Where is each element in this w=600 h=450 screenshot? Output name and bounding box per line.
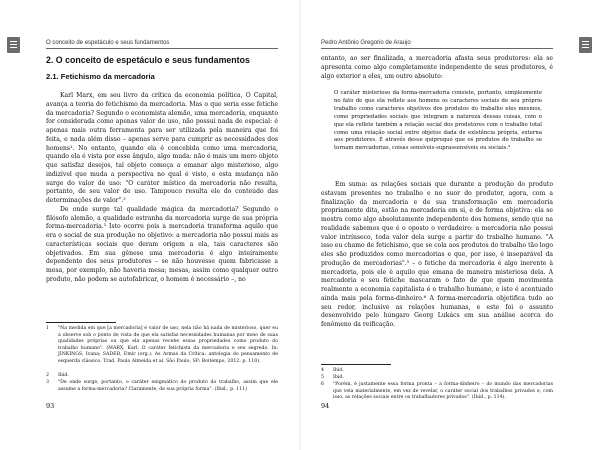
page-thumbnail-icon[interactable]	[579, 37, 592, 53]
paragraph: Karl Marx, em seu livro da crítica da economia política, O Capital, avança a teoria do fetichismo da mercadoria. Mas o que seria esse fetiche da mercadoria? Segundo o economista alemão, uma mercadoria, enquanto for considerada como apenas valor de uso, não possui nada de especial: é apenas mais outra ferramenta para ser utilizada pela maneira que foi feita, e nada além disso – apenas serve para cumprir as necessidades dos homens¹. No entanto, quando ela é concebida como uma mercadoria, quando ela é vista por esse ângulo, algo muda: não é mais um mero objeto que satisfaz desejos, tal objeto começa a emanar algo misterioso, algo indizível que muda a perspectiva no qual é visto, e esta mudança não surge do valor de uso: "O caráter místico da mercadoria não resulta, portanto, de seu valor de uso. Tampouco resulta ele do conteúdo das determinações de valor".²	[46, 92, 278, 204]
footnote-text: Ibid.	[58, 373, 69, 378]
body-text	[321, 55, 553, 81]
page-number: 93	[46, 402, 55, 410]
footnote	[321, 382, 553, 402]
page-thumbnail-icon[interactable]	[7, 37, 20, 53]
footnote	[321, 368, 553, 375]
header-rule	[46, 48, 278, 49]
header-rule	[321, 48, 553, 49]
body-text	[321, 181, 553, 330]
footnote-rule	[46, 322, 116, 323]
block-quote	[334, 90, 542, 153]
footnote-number: 3	[46, 380, 49, 385]
footnote-number: 2	[46, 373, 49, 378]
footnote-number: 4	[321, 368, 324, 373]
block-quote-text: O caráter misterioso da forma-mercadoria consiste, portanto, simplesmente no fato de que ela reflete aos homens os caracteres sociais de seu próprio trabalho como caracteres objetivos dos produtos do trabalho eles mesmos, como propriedades sociais que integram a natureza dessas coisas, com o que ela reflete também a relação social dos produtores com o trabalho total como uma relação social entre objetos dada de existência própria, externa aos produtores. É através desse quiproquó que os produtos do trabalho se tornam mercadorias, coisas sensíveis-suprassensíveis ou sociais.⁴	[334, 90, 542, 152]
left-page	[0, 0, 299, 450]
footnote-text: "Na medida em que [a mercadoria] é valor de uso, nela não há nada de misterioso, quer eu a observe sob o ponto de vista de que ela satisfaz necessidades humanas por meio de suas qualidades próprias ou que ela apenas recebe essas propriedades como produto do trabalho humano". (MARX, Karl. O caráter fetichista da mercadoria e seu segredo. In: JINKINGS, Ivana; SADER, Emir (org.). As Armas da Crítica: antologia do pensamento de esquerda clássico. Trad. Paulo Almeida et al. São Paulo, SP: Boitempo, 2012. p. 110).	[58, 326, 278, 364]
section-title-block	[46, 72, 278, 81]
footnote	[321, 375, 553, 382]
footnote-text: Ibid.	[333, 368, 344, 373]
footnote-text: Ibid.	[333, 375, 344, 380]
right-page	[301, 0, 600, 450]
page-number: 94	[321, 402, 330, 410]
running-head: O conceito de espetáculo e seus fundamentos	[46, 40, 170, 46]
paragraph: De onde surge tal qualidade mágica da mercadoria? Segundo o filósofo alemão, a qualidade estranha da mercadoria surge de sua própria forma-mercadoria.³ Isto ocorre pois a mercadoria transforma aquilo que era o social de sua produção no objetivo: a mercadoria não possui mais as características sociais que deram origem a ela, tais caracteres são objetivados. Em sua gênese uma mercadoria é algo inteiramente dependente dos seus produtores – se não houvesse quem fabricasse a mesa, por exemplo, não haveria mesa; mesas, assim como qualquer outro produto, não podem se autofabricar, o homem é necessário –, no	[46, 205, 278, 283]
chapter-title: 2. O conceito de espetáculo e seus fundamentos	[46, 55, 250, 65]
paragraph: Em suma: as relações sociais que durante a produção do produto estavam presentes no trabalho e no suor do produtor, agora, com a finalização da mercadoria e de sua transformação em mercadoria propriamente dita, estão na mercadoria em si, e de forma objetiva: ela se mostra como algo absolutamente independente dos homens, sendo que na realidade sabemos que é o oposto o verdadeiro: a mercadoria não possui valor intrínseco, toda valor dela surge a partir do trabalho humano. "A isso eu chamo de fetichismo, que se cola aos produtos do trabalho tão logo eles são produzidos como mercadorias e que, por isso, é inseparável da produção de mercadorias".⁵ – o fetiche da mercadoria é algo inerente à mercadoria, pois ele é aquilo que emana de maneira misteriosa dela. A mercadoria e seu fetiche mascaram o fato de que quem movimenta realmente a economia capitalista é o trabalho humano, e isto é acentuado ainda mais pela forma-dinheiro.⁶ A forma-mercadoria objetifica tudo ao seu redor, inclusive as relações humanas, e este foi o assunto desenvolvido pelo húngaro Georg Lukács em sua análise acerca do fenômeno da reificação.	[321, 181, 553, 328]
footnote-rule	[321, 364, 391, 365]
footnote	[46, 326, 278, 366]
chapter-title-block	[46, 55, 278, 65]
footnote-text: "De onde surge, portanto, o caráter enigmático do produto do trabalho, assim que ele assume a forma-mercadoria? Claramente, de sua própria forma". (Ibid., p. 111)	[58, 380, 278, 392]
footnote	[46, 373, 278, 380]
footnote-text: "Porém, é justamente essa forma pronta – a forma-dinheiro – do mundo das mercadorias que vela materialmente, em vez de revelar, o caráter social dos trabalhos privados e, com isso, as relações sociais entre os trabalhadores privados". (Ibid., p. 114).	[333, 382, 553, 401]
paragraph: entanto, ao ser finalizada, a mercadoria afasta seus produtores: ela se apresenta como algo completamente independente de seus produtores, é algo exterior a eles, um outro absoluto:	[321, 55, 553, 80]
running-head: Pedro Antônio Gregorio de Araujo	[321, 40, 411, 46]
body-text	[46, 92, 278, 285]
footnote-number: 6	[321, 382, 324, 387]
footnote	[46, 380, 278, 393]
footnote-number: 5	[321, 375, 324, 380]
section-title: 2.1. Fetichismo da mercadoria	[46, 72, 155, 81]
footnote-number: 1	[46, 326, 49, 331]
